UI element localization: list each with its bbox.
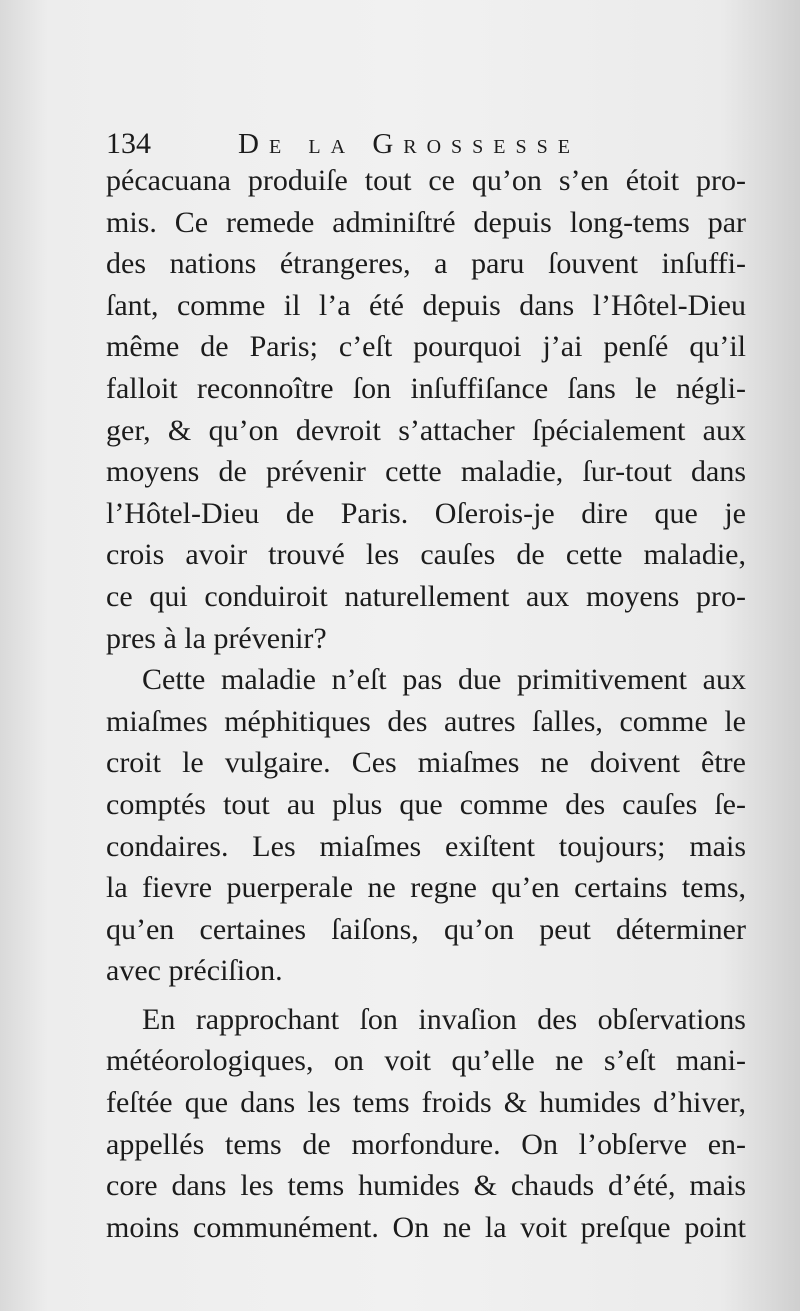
text-line: crois avoir trouvé les cauſes de cette maladie, (106, 538, 746, 572)
page-number: 134 (106, 127, 151, 160)
text-line: mis. Ce remede adminiſtré depuis long-tems par (106, 205, 746, 239)
text-line: même de Paris; c’eſt pourquoi j’ai penſé qu’il (106, 330, 746, 364)
text-line: condaires. Les miaſmes exiſtent toujours; mais (106, 829, 746, 863)
text-line: ger, & qu’on devroit s’attacher ſpécialement aux (106, 413, 746, 447)
text-line: météorologiques, on voit qu’elle ne s’eſt mani- (106, 1044, 746, 1078)
paragraph-2 (106, 659, 746, 992)
text-line: ſant, comme il l’a été depuis dans l’Hôtel-Dieu (106, 288, 746, 322)
text-line: core dans les tems humides & chauds d’été, mais (106, 1169, 746, 1203)
paragraph-3 (106, 999, 746, 1249)
text-line: En rapprochant ſon invaſion des obſervations (142, 1002, 746, 1036)
body-text (106, 160, 746, 1248)
text-line: pécacuana produiſe tout ce qu’on s’en étoit pro- (106, 164, 746, 197)
text-line: appellés tems de morfondure. On l’obſerve en- (106, 1127, 746, 1161)
text-line: moyens de prévenir cette maladie, ſur-tout dans (106, 455, 746, 489)
text-line: des nations étrangeres, a paru ſouvent inſuffi- (106, 247, 746, 281)
text-line: ce qui conduiroit naturellement aux moyens pro- (106, 579, 746, 613)
text-line: feſtée que dans les tems froids & humides d’hiver, (106, 1086, 746, 1120)
text-line: avec préciſion. (106, 954, 283, 988)
text-line: la fievre puerperale ne regne qu’en certains tems, (106, 871, 746, 905)
running-title: De la Grossesse (238, 128, 580, 160)
text-line: pres à la prévenir? (106, 621, 327, 655)
text-line: l’Hôtel-Dieu de Paris. Oſerois-je dire que je (106, 496, 746, 530)
paragraph-1 (106, 160, 746, 659)
text-line: falloit reconnoître ſon inſuffiſance ſans le négli- (106, 371, 746, 405)
text-line: qu’en certaines ſaiſons, qu’on peut déterminer (106, 912, 746, 946)
text-line: miaſmes méphitiques des autres ſalles, comme le (106, 704, 746, 738)
text-line: croit le vulgaire. Ces miaſmes ne doivent être (106, 746, 746, 780)
text-line: comptés tout au plus que comme des cauſes ſe- (106, 787, 746, 821)
text-line: Cette maladie n’eſt pas due primitivement aux (142, 663, 746, 697)
text-line: moins communément. On ne la voit preſque point (106, 1210, 746, 1244)
